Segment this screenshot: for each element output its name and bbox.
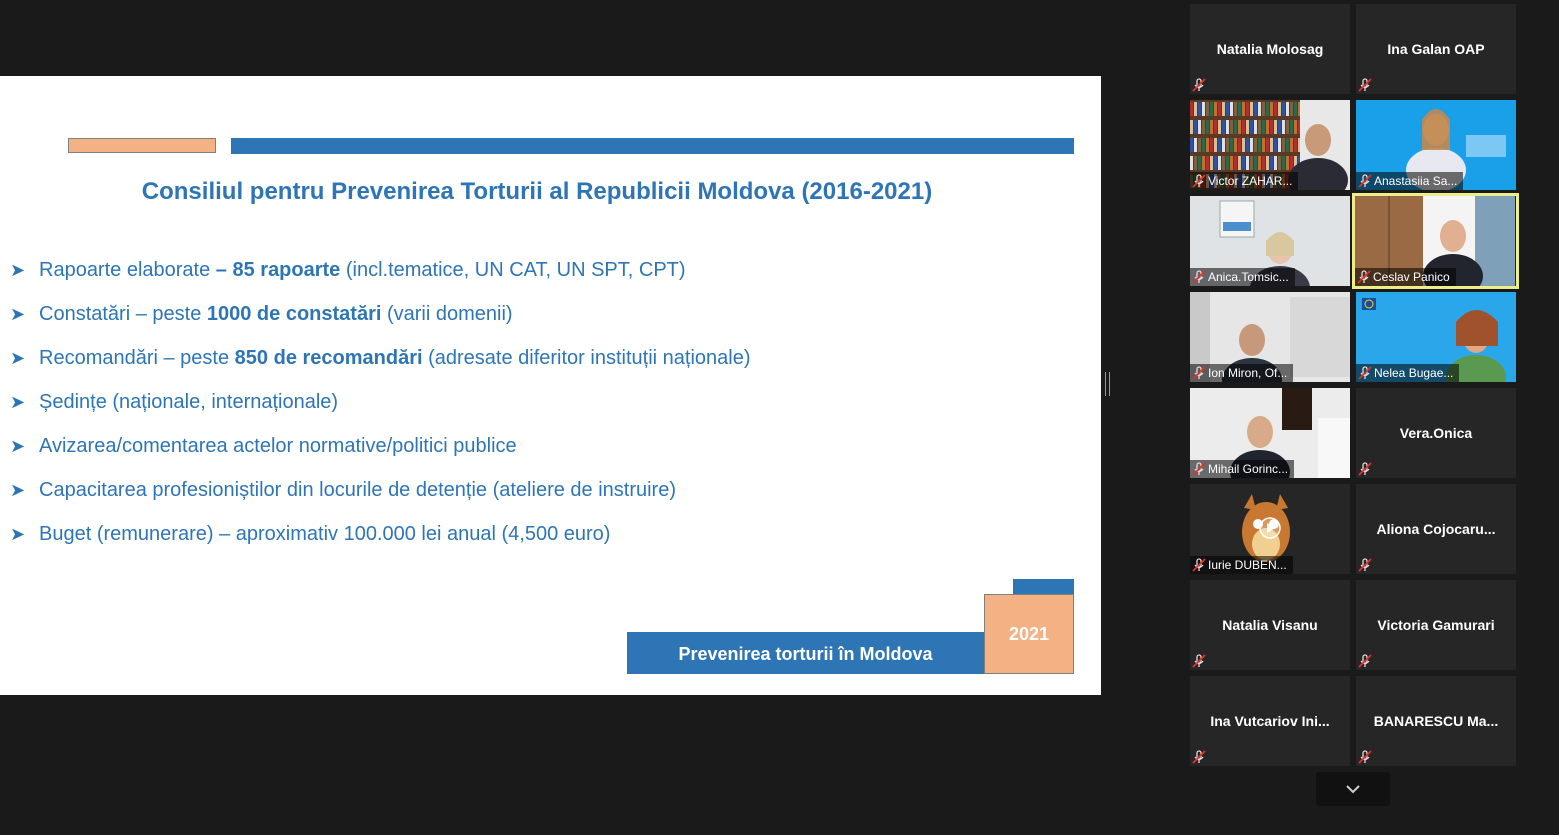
participant-tile[interactable] [1190, 292, 1350, 382]
mic-muted-icon [1190, 76, 1208, 94]
participant-tile[interactable] [1356, 676, 1516, 766]
participant-name: Ina Galan OAP [1387, 41, 1485, 57]
mic-muted-icon [1190, 652, 1208, 670]
participant-caption [1190, 268, 1295, 286]
participant-caption [1355, 268, 1456, 286]
mic-muted-icon [1355, 268, 1373, 286]
participant-name: Anastasiia Sa... [1374, 174, 1458, 188]
participant-caption [1190, 172, 1298, 190]
panel-splitter-handle[interactable] [1105, 372, 1110, 396]
bullet-text: Recomandări – peste 850 de recomandări (adresate diferitor instituții naționale) [39, 347, 751, 369]
mic-muted-icon [1356, 460, 1374, 478]
bullet-text: Avizarea/comentarea actelor normative/politici publice [39, 435, 517, 457]
mic-muted-icon [1356, 76, 1374, 94]
arrow-bullet-icon: ➤ [10, 436, 26, 456]
slide-bullet-item [10, 344, 751, 388]
participant-tile[interactable] [1356, 484, 1516, 574]
participant-name: Nelea Bugae... [1374, 366, 1454, 380]
bullet-text: Constatări – peste 1000 de constatări (varii domenii) [39, 303, 513, 325]
participant-tile[interactable] [1356, 4, 1516, 94]
participant-tile[interactable] [1356, 580, 1516, 670]
gallery-next-page-button[interactable] [1316, 772, 1390, 806]
slide-bullet-item [10, 476, 751, 520]
participant-tile[interactable] [1356, 100, 1516, 190]
participant-name: Ina Vutcariov Ini... [1210, 713, 1330, 729]
participant-caption [1190, 556, 1293, 574]
participant-tile[interactable] [1190, 676, 1350, 766]
participant-caption [1356, 364, 1459, 382]
slide-title: Consiliul pentru Prevenirea Torturii al Republicii Moldova (2016-2021) [141, 178, 933, 205]
slide-bullet-list [10, 256, 751, 564]
mic-muted-icon [1356, 172, 1374, 190]
mic-muted-icon [1356, 364, 1374, 382]
slide-bullet-item [10, 432, 751, 476]
mic-muted-icon [1356, 748, 1374, 766]
participant-tile[interactable] [1190, 484, 1350, 574]
slide-year: 2021 [984, 594, 1074, 674]
slide-accent-bar [68, 138, 216, 153]
arrow-bullet-icon: ➤ [10, 348, 26, 368]
participant-tile[interactable] [1190, 580, 1350, 670]
slide-bullet-item [10, 520, 751, 564]
participant-caption [1190, 460, 1294, 478]
arrow-bullet-icon: ➤ [10, 480, 26, 500]
mic-muted-icon [1356, 652, 1374, 670]
mic-muted-icon [1190, 748, 1208, 766]
participant-tile[interactable] [1190, 100, 1350, 190]
participant-name: Ceslav Panico [1373, 270, 1450, 284]
participant-name: Aliona Cojocaru... [1376, 521, 1496, 537]
mic-muted-icon [1190, 172, 1208, 190]
mic-muted-icon [1356, 556, 1374, 574]
participant-name: Natalia Molosag [1216, 41, 1324, 57]
slide-bullet-item [10, 256, 751, 300]
mic-muted-icon [1190, 364, 1208, 382]
mic-muted-icon [1190, 556, 1208, 574]
slide-footer-label: Prevenirea torturii în Moldova [627, 632, 984, 674]
participant-name: Victor ZAHAR... [1208, 174, 1293, 188]
participant-caption [1356, 172, 1463, 190]
bullet-text: Ședințe (naționale, internaționale) [39, 391, 339, 413]
chevron-down-icon [1316, 772, 1390, 806]
participant-tile[interactable] [1190, 388, 1350, 478]
participant-tile[interactable] [1352, 193, 1519, 289]
bullet-text: Capacitarea profesioniștilor din locurile de detenție (ateliere de instruire) [39, 479, 677, 501]
mic-muted-icon [1190, 460, 1208, 478]
slide-header-bar [231, 138, 1074, 154]
slide-bullet-item [10, 388, 751, 432]
participant-tile[interactable] [1190, 196, 1350, 286]
participant-tile[interactable] [1356, 292, 1516, 382]
arrow-bullet-icon: ➤ [10, 304, 26, 324]
participant-tile[interactable] [1356, 388, 1516, 478]
participant-gallery [1190, 4, 1516, 766]
mic-muted-icon [1190, 268, 1208, 286]
participant-name: Victoria Gamurari [1377, 617, 1495, 633]
participant-name: Ion Miron, Of... [1208, 366, 1288, 380]
shared-slide [0, 76, 1101, 695]
bullet-text: Rapoarte elaborate – 85 rapoarte (incl.tematice, UN CAT, UN SPT, CPT) [39, 259, 686, 281]
arrow-bullet-icon: ➤ [10, 392, 26, 412]
participant-name: BANARESCU Ma... [1373, 713, 1499, 729]
participant-name: Iurie DUBEN... [1208, 558, 1287, 572]
slide-year-accent [1013, 579, 1074, 595]
slide-bullet-item [10, 300, 751, 344]
participant-name: Mihail Gorinc... [1208, 462, 1289, 476]
participant-tile[interactable] [1190, 4, 1350, 94]
participant-name: Vera.Onica [1399, 425, 1473, 441]
bullet-text: Buget (remunerare) – aproximativ 100.000 lei anual (4,500 euro) [39, 523, 611, 545]
arrow-bullet-icon: ➤ [10, 524, 26, 544]
arrow-bullet-icon: ➤ [10, 260, 26, 280]
participant-caption [1190, 364, 1293, 382]
participant-name: Natalia Visanu [1222, 617, 1318, 633]
participant-name: Anica.Tomsic... [1208, 270, 1289, 284]
